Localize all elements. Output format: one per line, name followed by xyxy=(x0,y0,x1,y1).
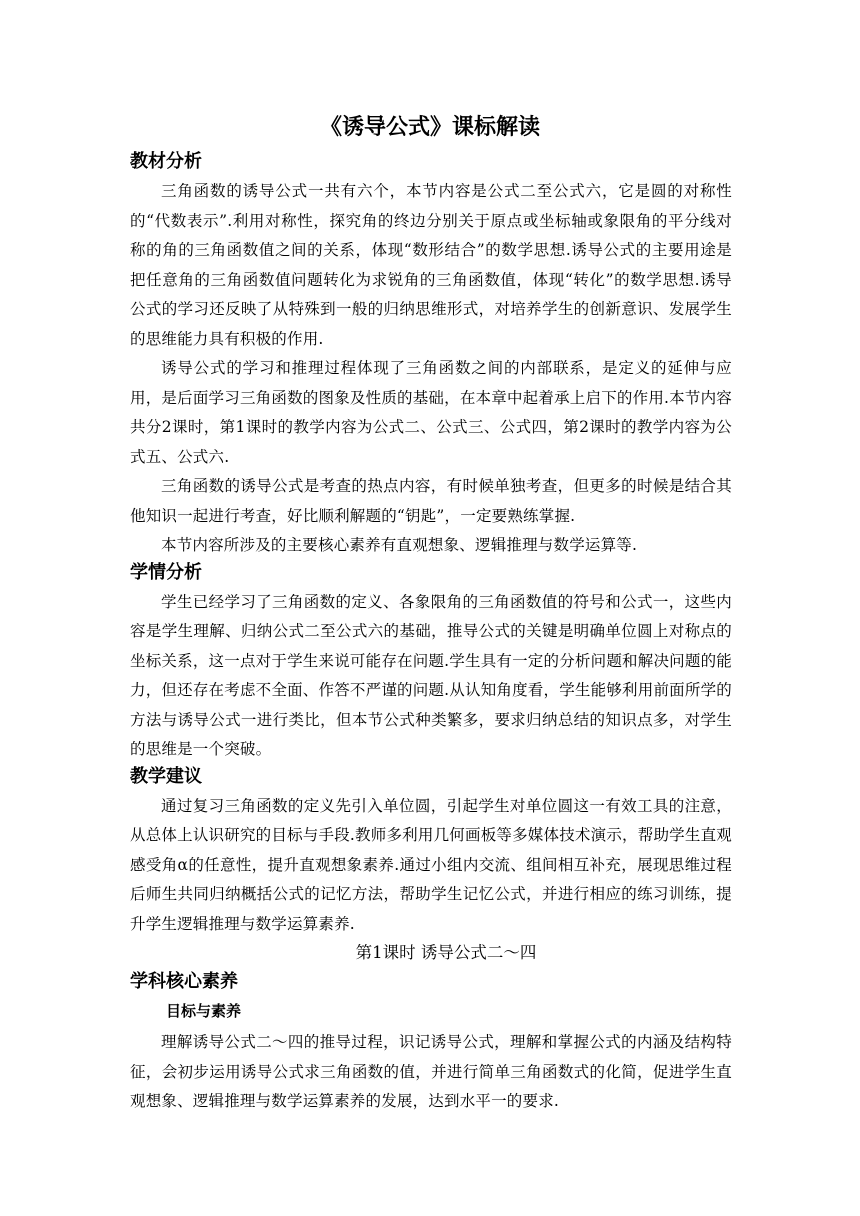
document-title: 《诱导公式》课标解读 xyxy=(319,115,540,140)
section-heading-textbook-analysis: 教材分析 xyxy=(130,151,202,172)
document-body xyxy=(130,150,732,1117)
paragraph: 理解诱导公式二～四的推导过程，识记诱导公式，理解和掌握公式的内涵及结构特征，会初步运用诱导公式求三角函数的值，并进行简单三角函数式的化简，促进学生直观想象、逻辑推理与数学运算素养的发展，达到水平一的要求. xyxy=(130,1033,732,1110)
lesson-title: 第1课时 诱导公式二～四 xyxy=(355,943,537,962)
paragraph: 三角函数的诱导公式一共有六个，本节内容是公式二至公式六，它是圆的对称性的“代数表示”.利用对称性，探究角的终边分别关于原点或坐标轴或象限角的平分线对称的角的三角函数值之间的关系，体现“数形结合”的数学思想.诱导公式的主要用途是把任意角的三角函数值问题转化为求锐角的三角函数值，体现“转化”的数学思想.诱导公式的学习还反映了从特殊到一般的归纳思维形式，对培养学生的创新意识、发展学生的思维能力具有积极的作用. xyxy=(130,182,732,348)
paragraph: 学生已经学习了三角函数的定义、各象限角的三角函数值的符号和公式一，这些内容是学生理解、归纳公式二至公式六的基础，推导公式的关键是明确单位圆上对称点的坐标关系，这一点对于学生来说可能存在问题.学生具有一定的分析问题和解决问题的能力，但还存在考虑不全面、作答不严谨的问题.从认知角度看，学生能够利用前面所学的方法与诱导公式一进行类比，但本节公式种类繁多，要求归纳总结的知识点多，对学生的思维是一个突破。 xyxy=(130,592,732,758)
paragraph: 三角函数的诱导公式是考查的热点内容，有时候单独考查，但更多的时候是结合其他知识一起进行考查，好比顺利解题的“钥匙”，一定要熟练掌握. xyxy=(130,477,732,525)
section-heading-teaching-suggestions: 教学建议 xyxy=(130,765,202,787)
paragraph: 本节内容所涉及的主要核心素养有直观想象、逻辑推理与数学运算等. xyxy=(161,536,638,554)
section-heading-student-analysis: 学情分析 xyxy=(130,561,202,583)
paragraph: 诱导公式的学习和推理过程体现了三角函数之间的内部联系，是定义的延伸与应用，是后面学习三角函数的图象及性质的基础，在本章中起着承上启下的作用.本节内容共分2课时，第1课时的教学内容为公式二、公式三、公式四，第2课时的教学内容为公式五、公式六. xyxy=(130,359,732,466)
subsection-heading-goals: 目标与素养 xyxy=(166,1002,242,1020)
section-heading-core-literacy: 学科核心素养 xyxy=(130,971,238,992)
paragraph: 通过复习三角函数的定义先引入单位圆，引起学生对单位圆这一有效工具的注意，从总体上认识研究的目标与手段.教师多利用几何画板等多媒体技术演示，帮助学生直观感受角α的任意性，提升直观想象素养.通过小组内交流、组间相互补充，展现思维过程后师生共同归纳概括公式的记忆方法，帮助学生记忆公式，并进行相应的练习训练，提升学生逻辑推理与数学运算素养. xyxy=(130,796,732,933)
